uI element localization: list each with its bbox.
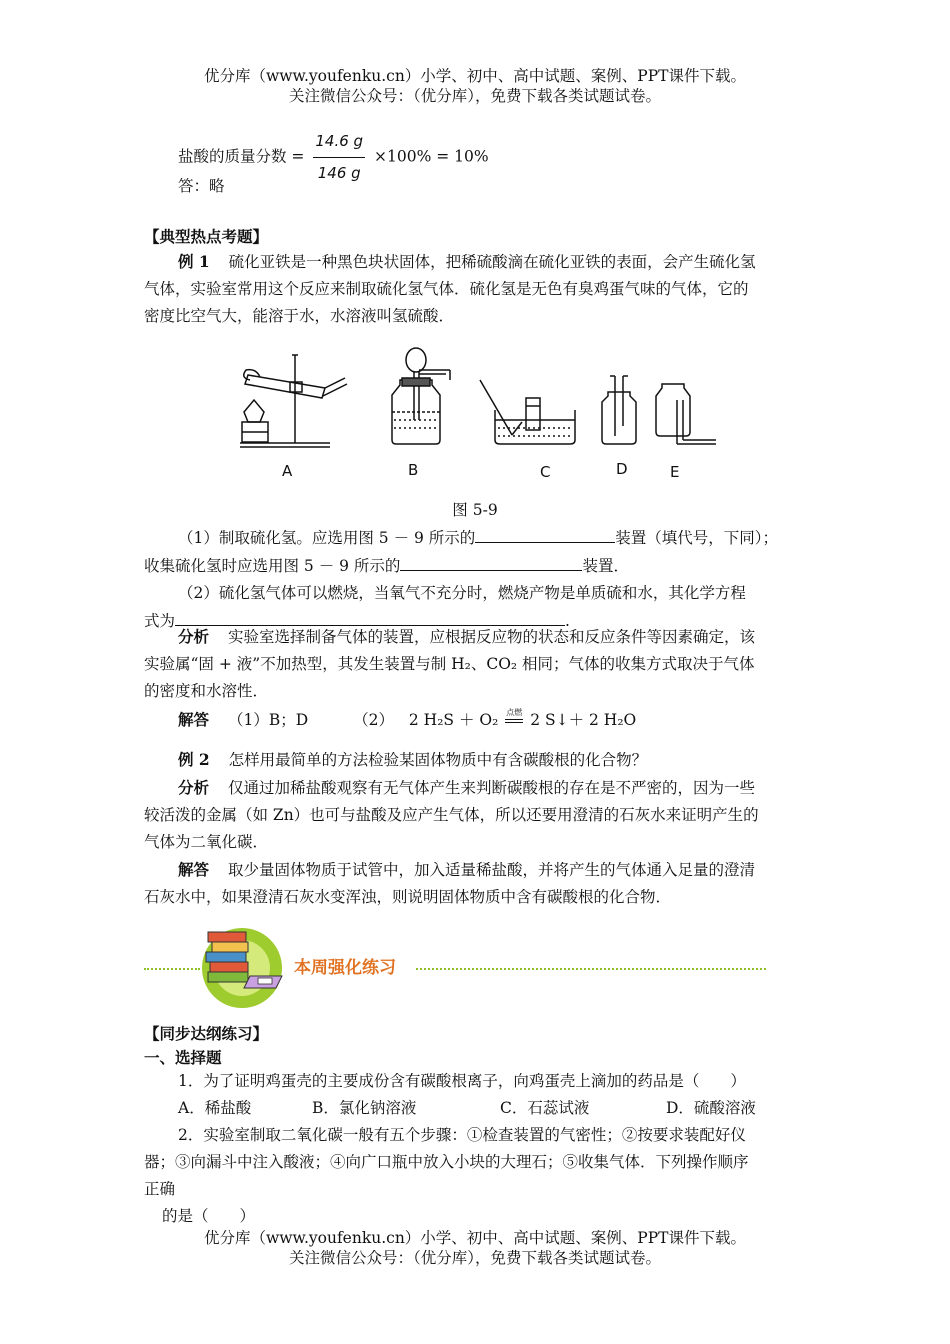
- example-1-line-1: 硫化亚铁是一种黑色块状固体，把稀硫酸滴在硫化亚铁的表面，会产生硫化氢: [228, 253, 756, 271]
- calc-denominator: 146 g: [317, 164, 361, 182]
- example-2-answer-line-1: 取少量固体物质于试管中，加入适量稀盐酸，并将产生的气体通入足量的澄清: [227, 861, 755, 879]
- q1-part-a: （1）制取硫化氢。应选用图 5 － 9 所示的: [178, 529, 476, 547]
- apparatus-a: [240, 355, 347, 447]
- calc-label: 盐酸的质量分数 =: [178, 147, 305, 166]
- q1-part-b: 装置（填代号，下同）；: [615, 529, 779, 547]
- answer-part-1: （1）B；D: [227, 711, 309, 729]
- question-2-line-2: 器；③向漏斗中注入酸液；④向广口瓶中放入小块的大理石；⑤收集气体．下列操作顺序: [144, 1153, 749, 1171]
- footer-line-2: 关注微信公众号：（优分库），免费下载各类试题试卷。: [288, 1249, 661, 1267]
- answer-label: 解答: [178, 710, 210, 729]
- question-1-option-c[interactable]: C．石蕊试液: [500, 1099, 590, 1117]
- practice-questions: [144, 1068, 824, 1230]
- question-1-option-d[interactable]: D．硫酸溶液: [666, 1099, 756, 1117]
- q2-part-b: 式为: [144, 612, 176, 630]
- answer-eq-left: 2 H₂S ＋ O₂: [408, 711, 499, 729]
- q1-part-c: 收集硫化氢时应选用图 5 － 9 所示的: [144, 557, 401, 575]
- analysis-line-3: 的密度和水溶性．: [144, 682, 269, 700]
- answer-eq-condition: 点燃: [506, 708, 523, 717]
- apparatus-figure: [230, 340, 750, 490]
- question-1: 1．为了证明鸡蛋壳的主要成份含有碳酸根离子，向鸡蛋壳上滴加的药品是（ ）: [178, 1072, 746, 1090]
- page-header: [0, 66, 950, 106]
- example-1-line-2: 气体，实验室常用这个反应来制取硫化氢气体．硫化氢是无色有臭鸡蛋气味的气体，它的: [144, 280, 749, 298]
- figure-label-c: C: [540, 463, 551, 481]
- example-2-answer-label: 解答: [178, 860, 210, 879]
- books-icon: [196, 918, 288, 1010]
- calc-fraction: [313, 128, 365, 187]
- example-2-answer-line-2: 石灰水中，如果澄清石灰水变浑浊，则说明固体物质中含有碳酸根的化合物．: [144, 888, 672, 906]
- figure-label-a: A: [282, 462, 293, 480]
- question-2-line-3: 正确: [144, 1180, 176, 1198]
- calc-tail: ×100% = 10%: [374, 147, 489, 166]
- q2-part-a: （2）硫化氢气体可以燃烧，当氧气不充分时，燃烧产物是单质硫和水，其化学方程: [178, 584, 746, 602]
- calc-answer: 答：略: [178, 177, 225, 195]
- analysis-line-2: 实验属“固 + 液”不加热型，其发生装置与制 H₂、CO₂ 相同；气体的收集方式取决于气体: [144, 655, 755, 673]
- question-2-line-4: 的是（ ）: [162, 1207, 256, 1225]
- calc-numerator: 14.6 g: [313, 128, 365, 158]
- header-line-1: 优分库（www.youfenku.cn）小学、初中、高中试题、案例、PPT课件下载。: [203, 67, 747, 85]
- q1-part-d: 装置．: [582, 557, 629, 575]
- example-2-analysis-line-2: 较活泼的金属（如 Zn）也可与盐酸及应产生气体，所以还要用澄清的石灰水来证明产生的: [144, 806, 759, 824]
- figure-label-e: E: [670, 463, 680, 481]
- example-2-analysis-line-1: 仅通过加稀盐酸观察有无气体产生来判断碳酸根的存在是不严密的，因为一些: [227, 779, 755, 797]
- example-2-label: 例 2: [178, 750, 210, 769]
- analysis-line-1: 实验室选择制备气体的装置，应根据反应物的状态和反应条件等因素确定，该: [227, 628, 755, 646]
- hot-topics-title: 【典型热点考题】: [144, 227, 269, 246]
- header-line-2: 关注微信公众号：（优分库），免费下载各类试题试卷。: [288, 87, 661, 105]
- figure-label-d: D: [616, 460, 628, 478]
- example-1-questions: [144, 524, 814, 635]
- practice-section: 一、选择题: [144, 1048, 222, 1067]
- example-1: [144, 248, 814, 330]
- example-2: [144, 746, 814, 911]
- practice-title: 【同步达纲练习】: [144, 1024, 269, 1043]
- example-1-line-3: 密度比空气大，能溶于水，水溶液叫氢硫酸．: [144, 307, 455, 325]
- answer-eq-arrow: [503, 707, 525, 734]
- apparatus-d: [602, 376, 636, 444]
- question-1-option-a[interactable]: A．稀盐酸: [178, 1099, 252, 1117]
- question-1-options: [144, 1095, 824, 1122]
- example-1-answer: [178, 706, 636, 734]
- analysis-label: 分析: [178, 627, 210, 646]
- example-2-analysis-line-3: 气体为二氧化碳．: [144, 833, 269, 851]
- q1-blank-2[interactable]: [400, 552, 582, 571]
- apparatus-e: [656, 384, 716, 444]
- figure-caption: 图 5-9: [452, 501, 498, 519]
- question-2-line-1: 2．实验室制取二氧化碳一般有五个步骤：①检查装置的气密性；②按要求装配好仪: [178, 1126, 746, 1144]
- answer-part-2-num: （2）: [353, 711, 394, 729]
- banner-title: 本周强化练习: [294, 958, 396, 978]
- q2-end: .: [565, 612, 570, 630]
- page-footer: [0, 1228, 950, 1268]
- apparatus-b: [392, 348, 450, 444]
- figure-label-b: B: [408, 461, 419, 479]
- question-1-option-b[interactable]: B．氯化钠溶液: [312, 1099, 417, 1117]
- footer-line-1: 优分库（www.youfenku.cn）小学、初中、高中试题、案例、PPT课件下载。: [203, 1229, 747, 1247]
- example-1-analysis: [144, 623, 814, 705]
- q1-blank-1[interactable]: [475, 524, 615, 543]
- example-2-analysis-label: 分析: [178, 778, 210, 797]
- example-1-label: 例 1: [178, 252, 210, 271]
- apparatus-c: [480, 380, 575, 444]
- example-2-text: 怎样用最简单的方法检验某固体物质中有含碳酸根的化合物？: [228, 751, 648, 769]
- answer-eq-right: 2 S↓＋ 2 H₂O: [530, 711, 637, 729]
